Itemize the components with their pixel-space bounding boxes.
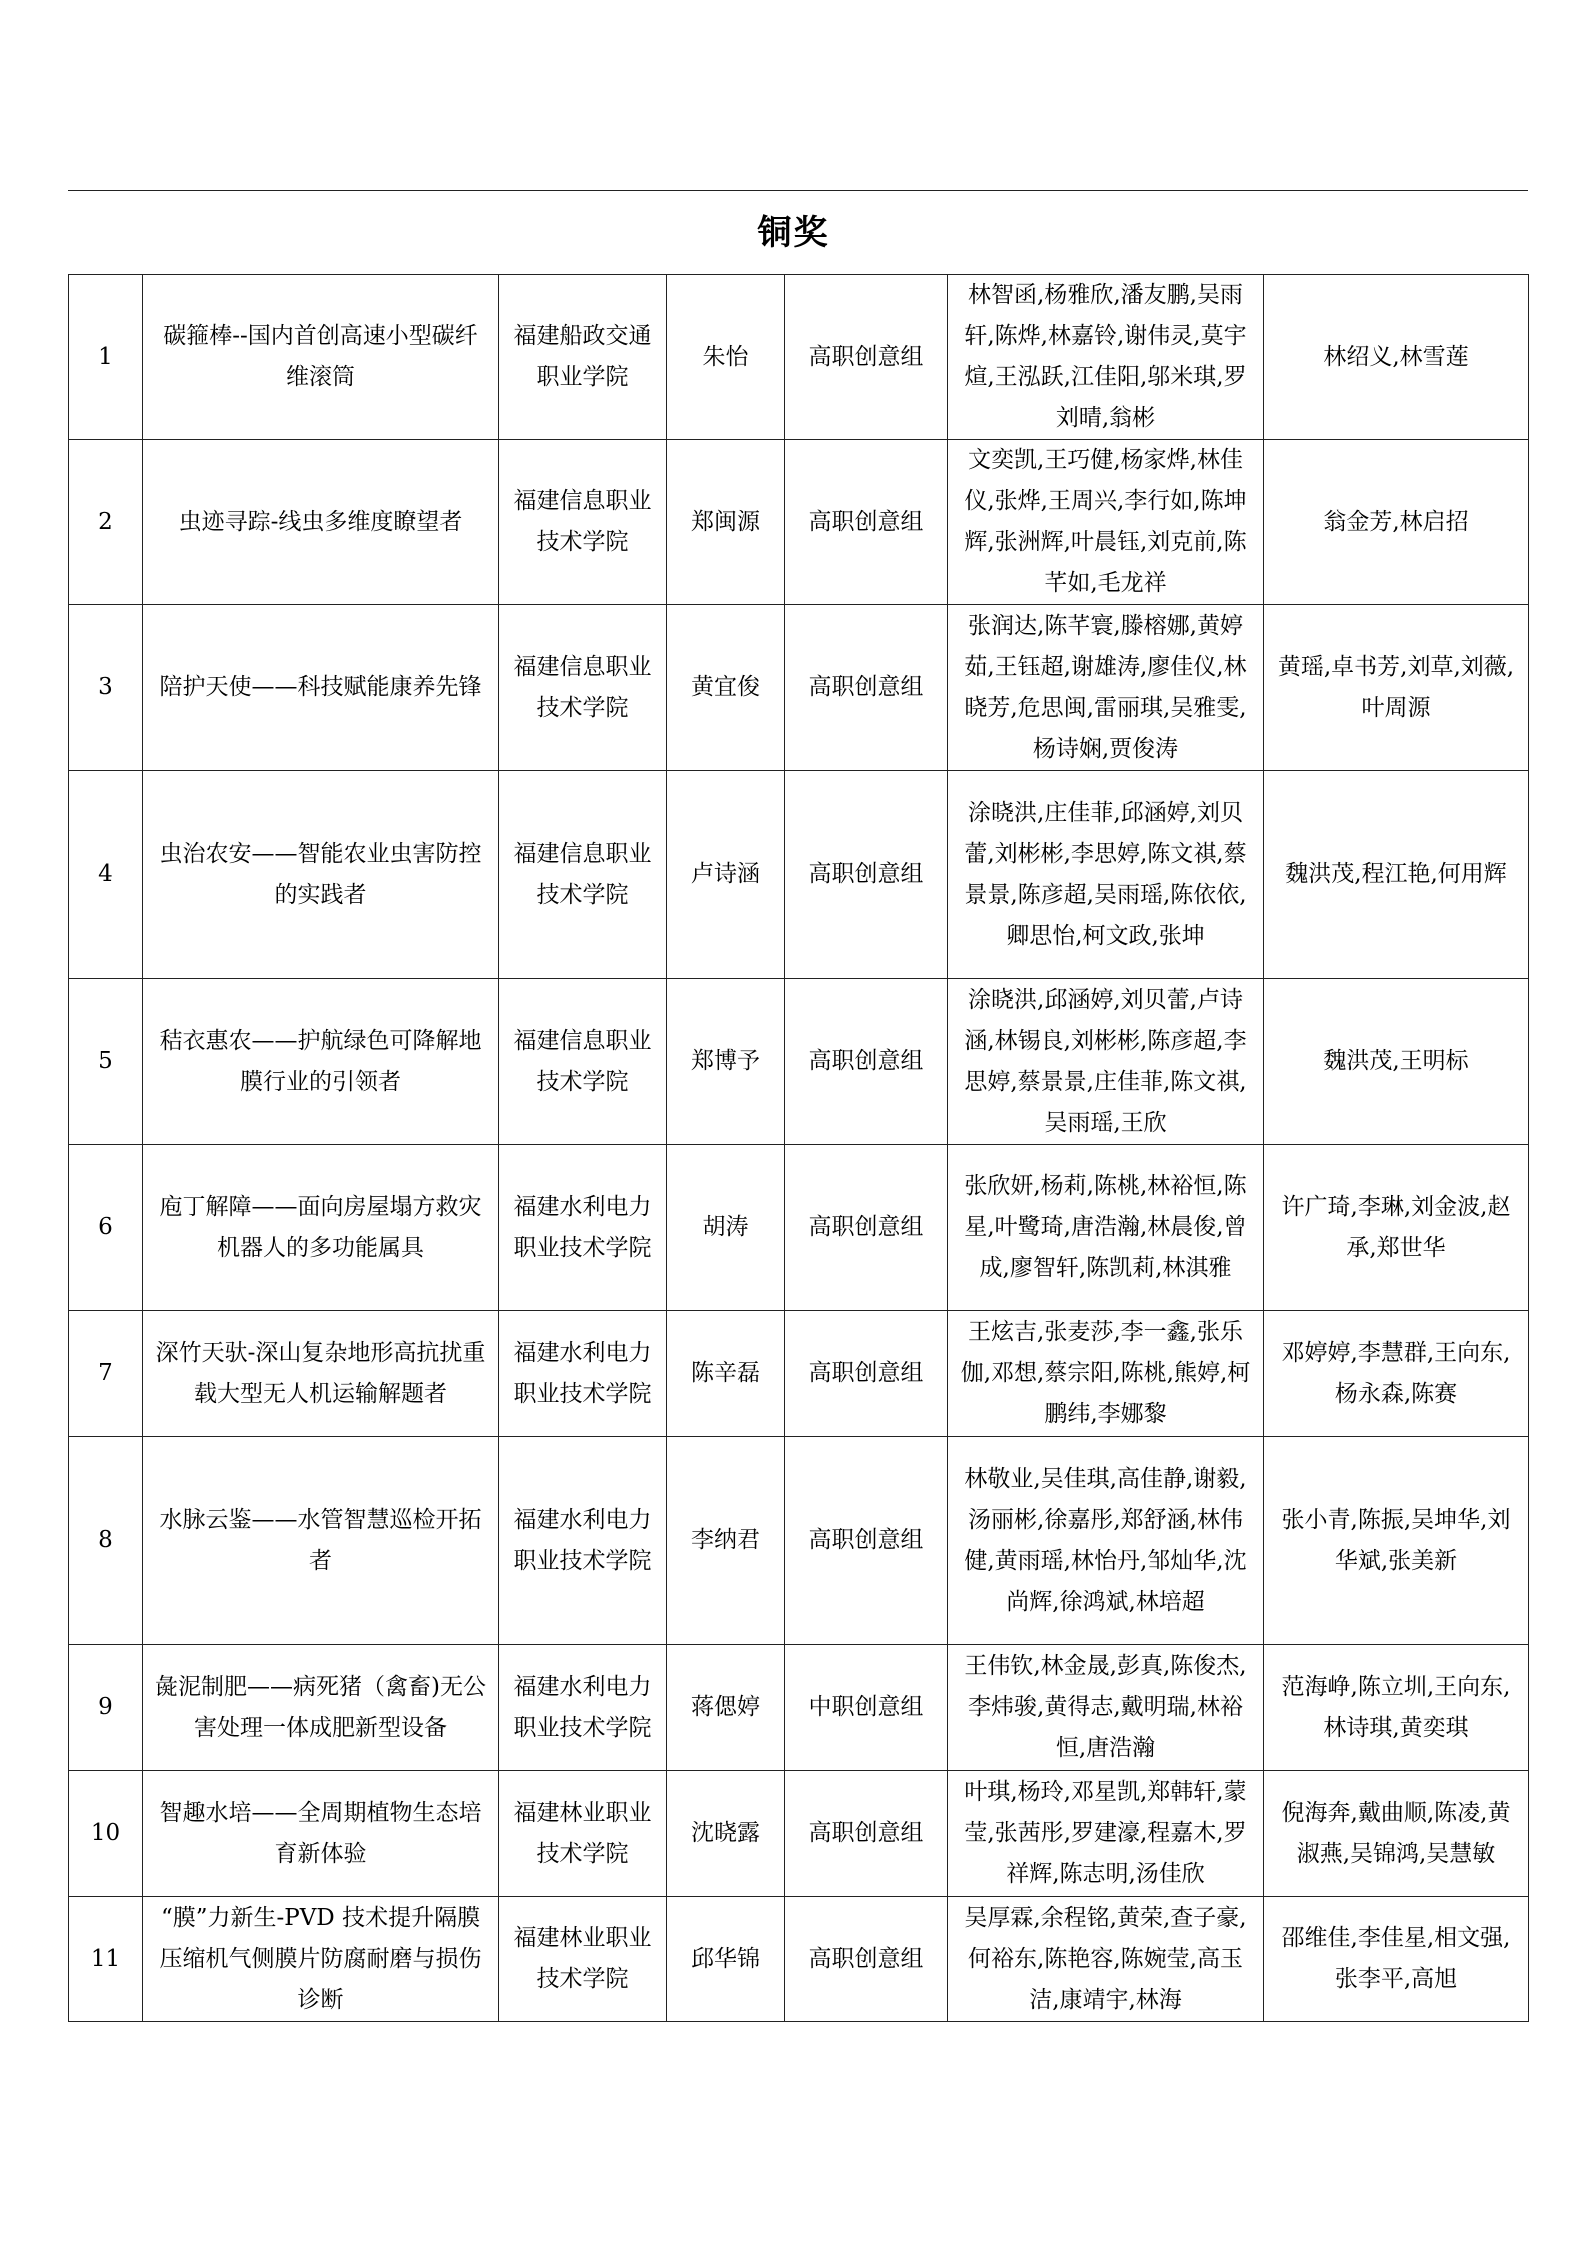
leader-name: 李纳君: [667, 1437, 785, 1645]
award-table-body: [69, 275, 1529, 2022]
leader-name: 蒋偲婷: [667, 1645, 785, 1771]
teacher-list: 许广琦,李琳,刘金波,赵承,郑世华: [1264, 1145, 1529, 1311]
school-name: 福建信息职业技术学院: [499, 979, 667, 1145]
member-list: 林敬业,吴佳琪,高佳静,谢毅,汤丽彬,徐嘉彤,郑舒涵,林伟健,黄雨瑶,林怡丹,邹灿华,沈尚辉,徐鸿斌,林培超: [948, 1437, 1264, 1645]
page-title: 铜奖: [757, 213, 830, 253]
project-name: 彘泥制肥——病死猪（禽畜)无公害处理一体成肥新型设备: [143, 1645, 499, 1771]
member-list: 涂晓洪,邱涵婷,刘贝蕾,卢诗涵,林锡良,刘彬彬,陈彦超,李思婷,蔡景景,庄佳菲,陈文祺,吴雨瑶,王欣: [948, 979, 1264, 1145]
row-number: 7: [69, 1311, 143, 1437]
member-list: 张欣妍,杨莉,陈桃,林裕恒,陈星,叶鹭琦,唐浩瀚,林晨俊,曾成,廖智轩,陈凯莉,林淇雅: [948, 1145, 1264, 1311]
project-name: 碳箍棒--国内首创高速小型碳纤维滚筒: [143, 275, 499, 440]
group-name: 高职创意组: [785, 1311, 948, 1437]
leader-name: 卢诗涵: [667, 771, 785, 979]
table-row: [69, 605, 1529, 771]
row-number: 8: [69, 1437, 143, 1645]
leader-name: 邱华锦: [667, 1897, 785, 2022]
project-name: 陪护天使——科技赋能康养先锋: [143, 605, 499, 771]
row-number: 5: [69, 979, 143, 1145]
teacher-list: 邵维佳,李佳星,相文强,张李平,高旭: [1264, 1897, 1529, 2022]
school-name: 福建信息职业技术学院: [499, 771, 667, 979]
group-name: 高职创意组: [785, 1437, 948, 1645]
teacher-list: 魏洪茂,王明标: [1264, 979, 1529, 1145]
table-row: [69, 771, 1529, 979]
leader-name: 郑闽源: [667, 440, 785, 605]
group-name: 高职创意组: [785, 771, 948, 979]
award-table: [68, 274, 1529, 2022]
school-name: 福建信息职业技术学院: [499, 605, 667, 771]
group-name: 中职创意组: [785, 1645, 948, 1771]
group-name: 高职创意组: [785, 979, 948, 1145]
member-list: 张润达,陈芊寰,滕榕娜,黄婷茹,王钰超,谢雄涛,廖佳仪,林晓芳,危思闽,雷丽琪,吴雅雯,杨诗娴,贾俊涛: [948, 605, 1264, 771]
member-list: 文奕凯,王巧健,杨家烨,林佳仪,张烨,王周兴,李行如,陈坤辉,张洲辉,叶晨钰,刘克前,陈芊如,毛龙祥: [948, 440, 1264, 605]
table-row: [69, 1897, 1529, 2022]
row-number: 2: [69, 440, 143, 605]
table-row: [69, 1645, 1529, 1771]
school-name: 福建水利电力职业技术学院: [499, 1311, 667, 1437]
group-name: 高职创意组: [785, 1145, 948, 1311]
teacher-list: 翁金芳,林启招: [1264, 440, 1529, 605]
school-name: 福建信息职业技术学院: [499, 440, 667, 605]
project-name: 秸衣惠农——护航绿色可降解地膜行业的引领者: [143, 979, 499, 1145]
group-name: 高职创意组: [785, 1771, 948, 1897]
leader-name: 黄宜俊: [667, 605, 785, 771]
table-row: [69, 1437, 1529, 1645]
member-list: 王炫吉,张麦莎,李一鑫,张乐伽,邓想,蔡宗阳,陈桃,熊婷,柯鹏纬,李娜黎: [948, 1311, 1264, 1437]
group-name: 高职创意组: [785, 1897, 948, 2022]
leader-name: 胡涛: [667, 1145, 785, 1311]
row-number: 10: [69, 1771, 143, 1897]
member-list: 叶琪,杨玲,邓星凯,郑韩轩,蒙莹,张茜彤,罗建濠,程嘉木,罗祥辉,陈志明,汤佳欣: [948, 1771, 1264, 1897]
school-name: 福建林业职业技术学院: [499, 1771, 667, 1897]
row-number: 1: [69, 275, 143, 440]
project-name: 深竹天驮-深山复杂地形高抗扰重载大型无人机运输解题者: [143, 1311, 499, 1437]
group-name: 高职创意组: [785, 275, 948, 440]
member-list: 林智函,杨雅欣,潘友鹏,吴雨轩,陈烨,林嘉铃,谢伟灵,莫宇煊,王泓跃,江佳阳,邬米琪,罗刘晴,翁彬: [948, 275, 1264, 440]
teacher-list: 黄瑶,卓书芳,刘草,刘薇,叶周源: [1264, 605, 1529, 771]
leader-name: 陈辛磊: [667, 1311, 785, 1437]
project-name: 虫迹寻踪-线虫多维度瞭望者: [143, 440, 499, 605]
group-name: 高职创意组: [785, 605, 948, 771]
table-row: [69, 979, 1529, 1145]
table-row: [69, 1145, 1529, 1311]
member-list: 王伟钦,林金晟,彭真,陈俊杰,李炜骏,黄得志,戴明瑞,林裕恒,唐浩瀚: [948, 1645, 1264, 1771]
project-name: 虫治农安——智能农业虫害防控的实践者: [143, 771, 499, 979]
table-row: [69, 1311, 1529, 1437]
leader-name: 沈晓露: [667, 1771, 785, 1897]
member-list: 涂晓洪,庄佳菲,邱涵婷,刘贝蕾,刘彬彬,李思婷,陈文祺,蔡景景,陈彦超,吴雨瑶,陈依依,卿思怡,柯文政,张坤: [948, 771, 1264, 979]
member-list: 吴厚霖,余程铭,黄荣,查子豪,何裕东,陈艳容,陈婉莹,高玉洁,康靖宇,林海: [948, 1897, 1264, 2022]
teacher-list: 林绍义,林雪莲: [1264, 275, 1529, 440]
project-name: “膜”力新生-PVD 技术提升隔膜压缩机气侧膜片防腐耐磨与损伤诊断: [143, 1897, 499, 2022]
header-rule: [68, 190, 1528, 191]
table-row: [69, 440, 1529, 605]
teacher-list: 范海峥,陈立圳,王向东,林诗琪,黄奕琪: [1264, 1645, 1529, 1771]
project-name: 庖丁解障——面向房屋塌方救灾机器人的多功能属具: [143, 1145, 499, 1311]
school-name: 福建林业职业技术学院: [499, 1897, 667, 2022]
table-row: [69, 275, 1529, 440]
school-name: 福建船政交通职业学院: [499, 275, 667, 440]
school-name: 福建水利电力职业技术学院: [499, 1645, 667, 1771]
table-row: [69, 1771, 1529, 1897]
teacher-list: 魏洪茂,程江艳,何用辉: [1264, 771, 1529, 979]
row-number: 11: [69, 1897, 143, 2022]
school-name: 福建水利电力职业技术学院: [499, 1437, 667, 1645]
leader-name: 朱怡: [667, 275, 785, 440]
teacher-list: 邓婷婷,李慧群,王向东,杨永森,陈赛: [1264, 1311, 1529, 1437]
row-number: 9: [69, 1645, 143, 1771]
teacher-list: 张小青,陈振,吴坤华,刘华斌,张美新: [1264, 1437, 1529, 1645]
project-name: 智趣水培——全周期植物生态培育新体验: [143, 1771, 499, 1897]
row-number: 4: [69, 771, 143, 979]
row-number: 3: [69, 605, 143, 771]
school-name: 福建水利电力职业技术学院: [499, 1145, 667, 1311]
row-number: 6: [69, 1145, 143, 1311]
group-name: 高职创意组: [785, 440, 948, 605]
project-name: 水脉云鉴——水管智慧巡检开拓者: [143, 1437, 499, 1645]
teacher-list: 倪海奔,戴曲顺,陈凌,黄淑燕,吴锦鸿,吴慧敏: [1264, 1771, 1529, 1897]
leader-name: 郑博予: [667, 979, 785, 1145]
